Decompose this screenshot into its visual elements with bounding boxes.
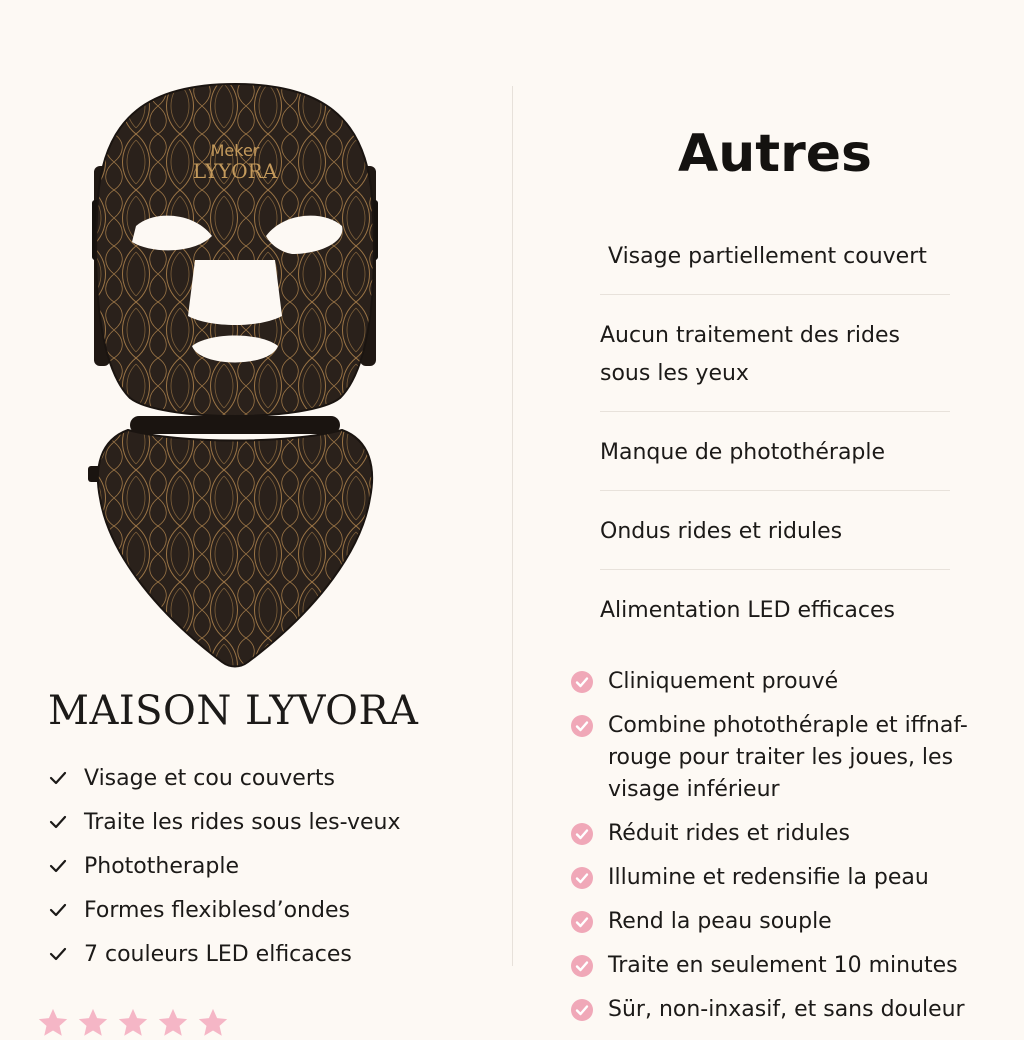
check-icon — [48, 768, 68, 788]
list-item: Ondus rides et ridules — [600, 509, 950, 570]
benefit-label: Sür, non-inxasif, et sans douleur — [608, 997, 965, 1022]
rating-stars — [36, 1006, 230, 1040]
benefit-label: Cliniquement prouvé — [608, 669, 839, 694]
mask-logo-bottom: LYYORA — [192, 159, 278, 183]
list-item: Aucun traitement des rides sous les yeux — [600, 313, 950, 412]
feature-label: 7 couleurs LED elficaces — [84, 941, 352, 967]
pink-check-circle-icon — [570, 954, 594, 978]
list-item: Alimentation LED efficaces — [600, 598, 895, 623]
feature-label: Visage et cou couverts — [84, 765, 335, 791]
list-item — [570, 818, 1020, 850]
star-icon — [76, 1006, 110, 1040]
list-item — [570, 906, 1020, 938]
list-item — [570, 950, 1020, 982]
pink-check-circle-icon — [570, 822, 594, 846]
list-item — [570, 710, 1020, 806]
pink-check-circle-icon — [570, 866, 594, 890]
star-icon — [116, 1006, 150, 1040]
star-icon — [36, 1006, 70, 1040]
check-icon — [48, 812, 68, 832]
others-title: Autres — [678, 124, 872, 184]
benefit-label: Illumine et redensifie la peau — [608, 865, 929, 890]
check-icon — [48, 900, 68, 920]
list-item — [48, 800, 401, 844]
feature-label: Phototheraple — [84, 853, 239, 879]
pink-check-circle-icon — [570, 714, 594, 738]
brand-title: MAISON LYVORA — [48, 688, 419, 734]
benefit-label: Traite en seulement 10 minutes — [608, 953, 958, 978]
pink-check-circle-icon — [570, 670, 594, 694]
list-item — [48, 932, 401, 976]
feature-list — [48, 756, 401, 976]
list-item — [48, 756, 401, 800]
mask-logo-top: Meker — [210, 141, 260, 160]
benefits-list — [570, 666, 1020, 1038]
star-icon — [196, 1006, 230, 1040]
feature-label: Traite les rides sous les-veux — [84, 809, 401, 835]
benefit-label: Rend la peau souple — [608, 909, 832, 934]
benefit-label: Réduit rides et ridules — [608, 821, 850, 846]
pink-check-circle-icon — [570, 910, 594, 934]
benefit-label: Combine photothéraple et iffnaf-rouge pour traiter les joues, les visage inférieur — [608, 713, 968, 802]
list-item — [48, 844, 401, 888]
list-item — [570, 994, 1020, 1026]
check-icon — [48, 856, 68, 876]
list-item — [48, 888, 401, 932]
pink-check-circle-icon — [570, 998, 594, 1022]
feature-label: Formes flexiblesd’ondes — [84, 897, 350, 923]
list-item: Manque de photothéraple — [600, 430, 950, 491]
star-icon — [156, 1006, 190, 1040]
check-icon — [48, 944, 68, 964]
list-item — [570, 666, 1020, 698]
drawbacks-list — [600, 234, 950, 666]
list-item — [570, 862, 1020, 894]
column-divider — [512, 86, 513, 966]
list-item: Visage partiellement couvert — [600, 234, 950, 295]
led-mask-image — [70, 78, 400, 678]
